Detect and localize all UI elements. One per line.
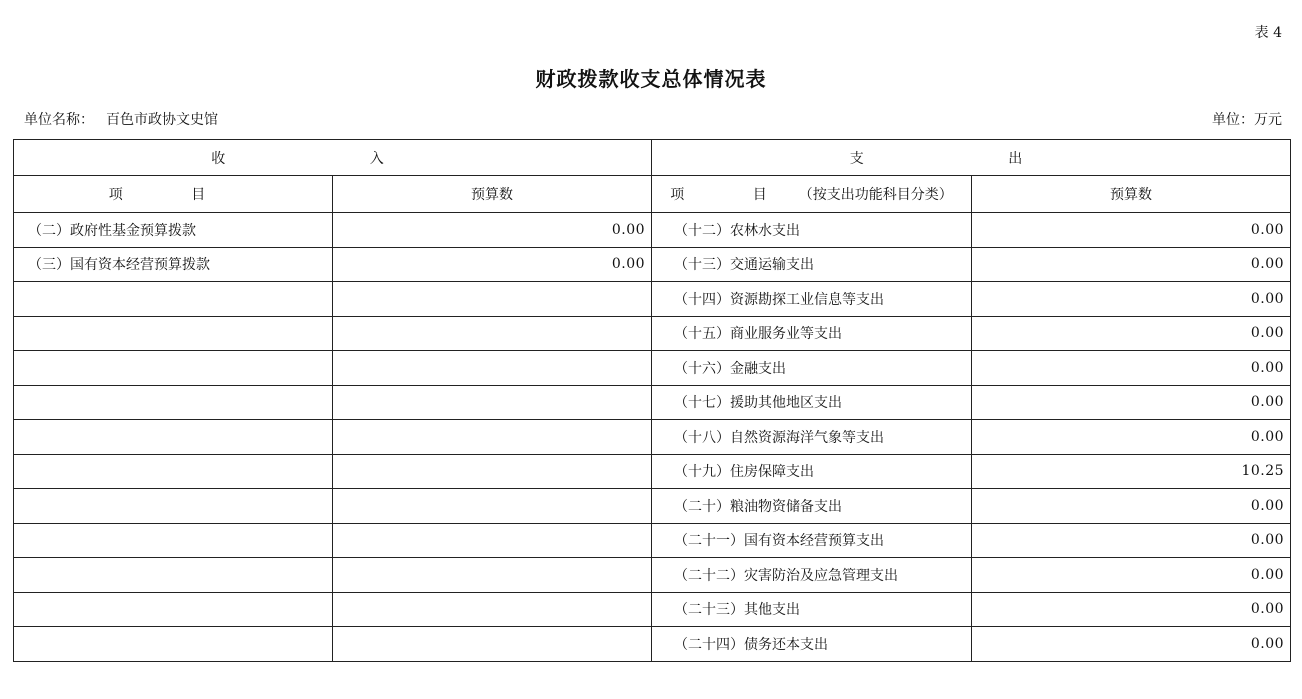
expense-item-cell: （十四）资源勘探工业信息等支出 [652, 282, 972, 317]
income-item-cell [14, 627, 333, 662]
expense-item-cell: （二十一）国有资本经营预算支出 [652, 523, 972, 558]
expense-value-cell: 0.00 [972, 523, 1291, 558]
table-number: 表 4 [1254, 25, 1282, 41]
table-row [14, 420, 1291, 455]
expense-value-cell: 0.00 [972, 316, 1291, 351]
table-row [14, 454, 1291, 489]
expense-item-cell: （二十二）灾害防治及应急管理支出 [652, 558, 972, 593]
expense-item-cell: （二十）粮油物资储备支出 [652, 489, 972, 524]
expense-item-cell: （十七）援助其他地区支出 [652, 385, 972, 420]
income-value-cell [333, 523, 652, 558]
table-row [14, 558, 1291, 593]
income-value-cell [333, 282, 652, 317]
income-item-cell [14, 454, 333, 489]
expense-value-cell: 10.25 [972, 454, 1291, 489]
income-value-cell [333, 420, 652, 455]
table-row [14, 592, 1291, 627]
expense-budget-header: 预算数 [972, 176, 1291, 213]
income-value-cell [333, 558, 652, 593]
table-row [14, 282, 1291, 317]
budget-table [13, 139, 1291, 662]
income-value-cell [333, 316, 652, 351]
expense-item-cell: （十八）自然资源海洋气象等支出 [652, 420, 972, 455]
income-budget-header: 预算数 [333, 176, 652, 213]
table-row [14, 385, 1291, 420]
income-value-cell [333, 385, 652, 420]
expense-value-cell: 0.00 [972, 385, 1291, 420]
income-value-cell [333, 351, 652, 386]
income-value-cell [333, 592, 652, 627]
expense-value-cell: 0.00 [972, 592, 1291, 627]
expense-value-cell: 0.00 [972, 282, 1291, 317]
table-row [14, 489, 1291, 524]
column-header-row [14, 176, 1291, 213]
expense-item-cell: （二十三）其他支出 [652, 592, 972, 627]
unit-name-label: 单位名称： [24, 112, 94, 128]
income-item-cell [14, 316, 333, 351]
expense-value-cell: 0.00 [972, 213, 1291, 248]
income-value-cell [333, 627, 652, 662]
table-row [14, 247, 1291, 282]
expense-value-cell: 0.00 [972, 420, 1291, 455]
income-item-cell: （三）国有资本经营预算拨款 [14, 247, 333, 282]
expense-item-cell: （十五）商业服务业等支出 [652, 316, 972, 351]
expense-value-cell: 0.00 [972, 489, 1291, 524]
expense-value-cell: 0.00 [972, 247, 1291, 282]
income-item-cell [14, 592, 333, 627]
currency-unit: 单位：万元 [1212, 112, 1282, 128]
income-item-cell [14, 489, 333, 524]
expense-section-header: 支 出 [652, 140, 1291, 176]
page-title: 财政拨款收支总体情况表 [535, 67, 767, 91]
income-item-cell [14, 282, 333, 317]
table-row [14, 316, 1291, 351]
expense-item-cell: （二十四）债务还本支出 [652, 627, 972, 662]
income-value-cell [333, 454, 652, 489]
expense-item-cell: （十二）农林水支出 [652, 213, 972, 248]
table-row [14, 627, 1291, 662]
income-item-cell [14, 420, 333, 455]
expense-value-cell: 0.00 [972, 351, 1291, 386]
table-row [14, 213, 1291, 248]
income-item-cell [14, 385, 333, 420]
expense-item-cell: （十三）交通运输支出 [652, 247, 972, 282]
unit-name-value: 百色市政协文史馆 [106, 112, 218, 128]
income-value-cell: 0.00 [333, 247, 652, 282]
income-value-cell [333, 489, 652, 524]
table-row [14, 351, 1291, 386]
expense-value-cell: 0.00 [972, 627, 1291, 662]
section-header-row [14, 140, 1291, 176]
income-section-header: 收 入 [14, 140, 652, 176]
expense-item-cell: （十九）住房保障支出 [652, 454, 972, 489]
expense-item-header: 项 目（按支出功能科目分类） [652, 176, 972, 213]
expense-item-cell: （十六）金融支出 [652, 351, 972, 386]
income-item-cell [14, 558, 333, 593]
income-item-cell [14, 523, 333, 558]
income-item-header: 项 目 [14, 176, 333, 213]
income-item-cell [14, 351, 333, 386]
expense-value-cell: 0.00 [972, 558, 1291, 593]
unit-name-row [24, 109, 218, 129]
income-value-cell: 0.00 [333, 213, 652, 248]
income-item-cell: （二）政府性基金预算拨款 [14, 213, 333, 248]
table-row [14, 523, 1291, 558]
